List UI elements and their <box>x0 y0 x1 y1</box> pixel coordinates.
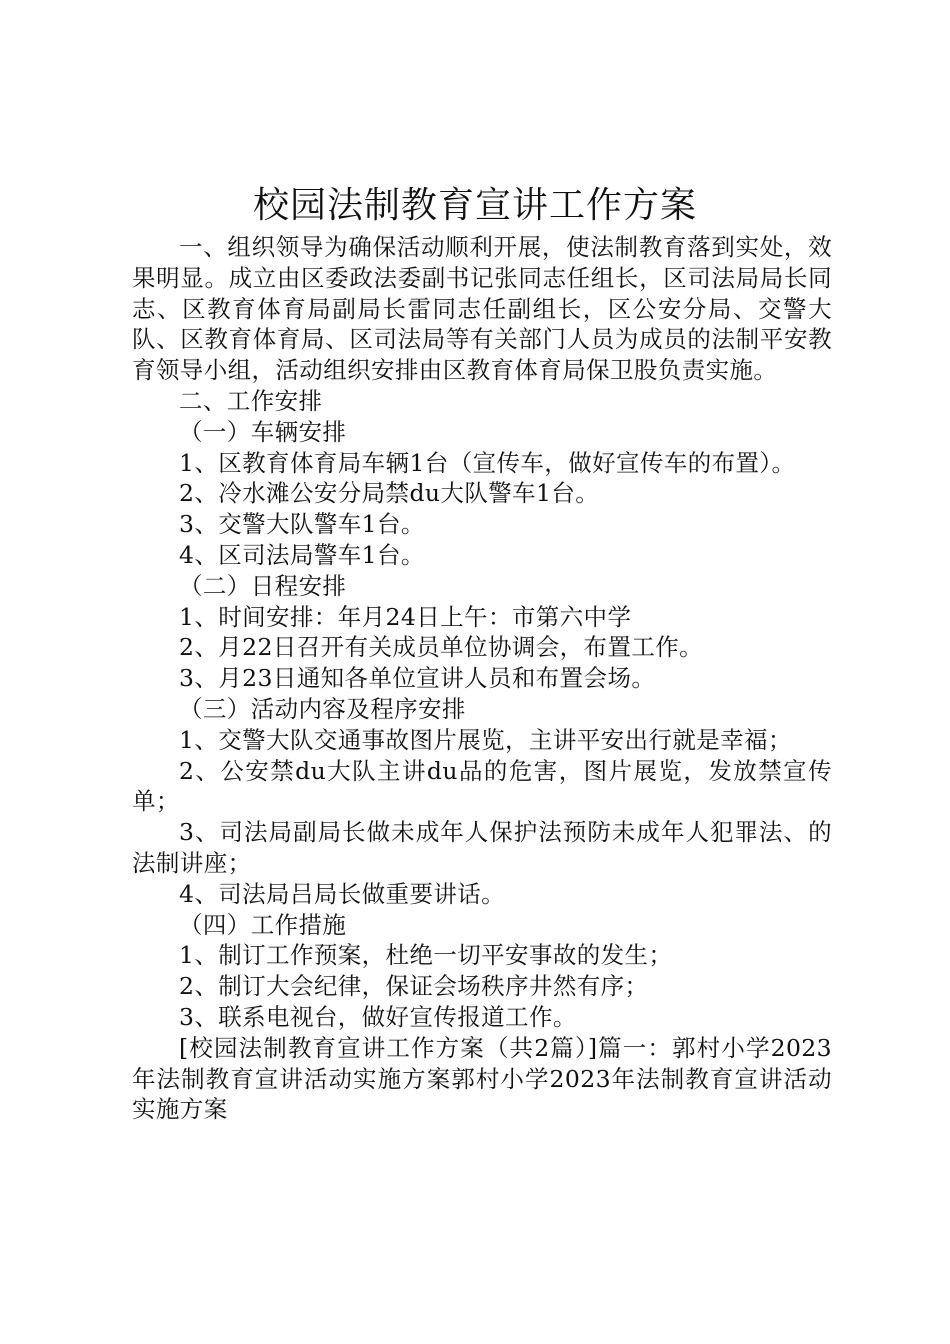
heading-work-arrangement: 二、工作安排 <box>179 386 323 415</box>
list-item: 3、交警大队警车1台。 <box>179 510 425 539</box>
subheading-measures: （四）工作措施 <box>179 910 347 939</box>
list-item: 2、制订大会纪律，保证会场秩序井然有序； <box>179 972 649 1001</box>
document-body <box>132 232 832 1125</box>
subheading-activities: （三）活动内容及程序安排 <box>179 694 466 723</box>
list-item: 4、司法局吕局长做重要讲话。 <box>179 879 506 908</box>
list-item: 1、时间安排：年月24日上午：市第六中学 <box>179 602 632 631</box>
list-item: 3、月23日通知各单位宣讲人员和布置会场。 <box>179 664 656 693</box>
subheading-vehicles: （一）车辆安排 <box>179 417 347 446</box>
document-title: 校园法制教育宣讲工作方案 <box>252 185 697 226</box>
paragraph-appendix-title: [校园法制教育宣讲工作方案（共2篇）]篇一：郭村小学2023年法制教育宣讲活动实施方案郭村小学2023年法制教育宣讲活动实施方案 <box>132 1033 832 1124</box>
list-item: 2、公安禁du大队主讲du品的危害，图片展览，发放禁宣传单； <box>132 756 832 816</box>
list-item: 4、区司法局警车1台。 <box>179 540 425 569</box>
list-item: 2、冷水滩公安分局禁du大队警车1台。 <box>179 479 600 508</box>
paragraph-organization: 一、组织领导为确保活动顺利开展，使法制教育落到实处，效果明显。成立由区委政法委副书记张同志任组长，区司法局局长同志、区教育体育局副局长雷同志任副组长，区公安分局、交警大队、区教育体育局、区司法局等有关部门人员为成员的法制平安教育领导小组，活动组织安排由区教育体育局保卫股负责实施。 <box>132 233 832 385</box>
list-item: 1、交警大队交通事故图片展览，主讲平安出行就是幸福； <box>179 725 792 754</box>
subheading-schedule: （二）日程安排 <box>179 571 347 600</box>
list-item: 1、区教育体育局车辆1台（宣传车，做好宣传车的布置）。 <box>179 448 796 477</box>
list-item: 1、制订工作预案，杜绝一切平安事故的发生； <box>179 941 673 970</box>
list-item: 3、联系电视台，做好宣传报道工作。 <box>179 1002 577 1031</box>
list-item: 2、月22日召开有关成员单位协调会，布置工作。 <box>179 633 704 662</box>
list-item: 3、司法局副局长做未成年人保护法预防未成年人犯罪法、的法制讲座； <box>132 818 832 877</box>
